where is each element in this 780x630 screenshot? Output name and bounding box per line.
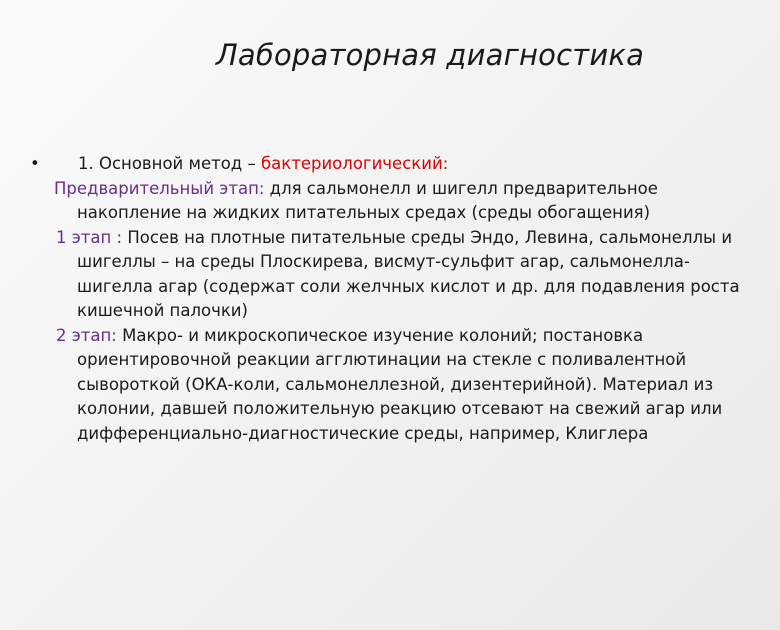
pre-stage-text-1: для сальмонелл и шигелл предварительное [264,178,658,198]
method-prefix: 1. Основной метод – [78,154,261,173]
stage1-line-3: шигелла агар (содержат соли желчных кислот и др. для подавления роста [77,276,740,296]
pre-stage-line-2: накопление на жидких питательных средах (среды обогащения) [77,203,651,222]
pre-stage-line-1 [30,177,730,202]
stage2-line-4: колонии, давшей положительную реакцию отсевают на свежий агар или [77,399,723,418]
slide-content [30,152,740,446]
slide-title: Лабораторная диагностика [215,38,645,72]
stage2-label: 2 этап: [56,325,117,345]
method-highlight: бактериологический: [260,154,449,173]
stage1-line-2: шигеллы – на среды Плоскирева, висмут-сульфит агар, сальмонелла- [77,252,690,271]
stage1-line-1 [30,226,733,251]
stage2-line-2: ориентировочной реакции агглютинации на стекле с поливалентной [77,350,687,369]
stage1-line-4: кишечной палочки) [77,301,248,320]
pre-stage-label: Предварительный этап: [54,178,265,198]
method-line [30,152,730,177]
stage2-line-1 [30,324,730,349]
stage1-label: 1 этап : [56,227,123,247]
stage1-text-1: Посев на плотные питательные среды Эндо, Левина, сальмонеллы и [122,227,733,247]
stage2-text-1: Макро- и микроскопическое изучение колоний; постановка [116,325,644,345]
bullet-icon: • [30,154,40,173]
stage2-line-3: сывороткой (ОКА-коли, сальмонеллезной, дизентерийной). Материал из [77,374,714,394]
stage2-line-5: дифференциально-диагностические среды, например, Клиглера [77,423,649,443]
